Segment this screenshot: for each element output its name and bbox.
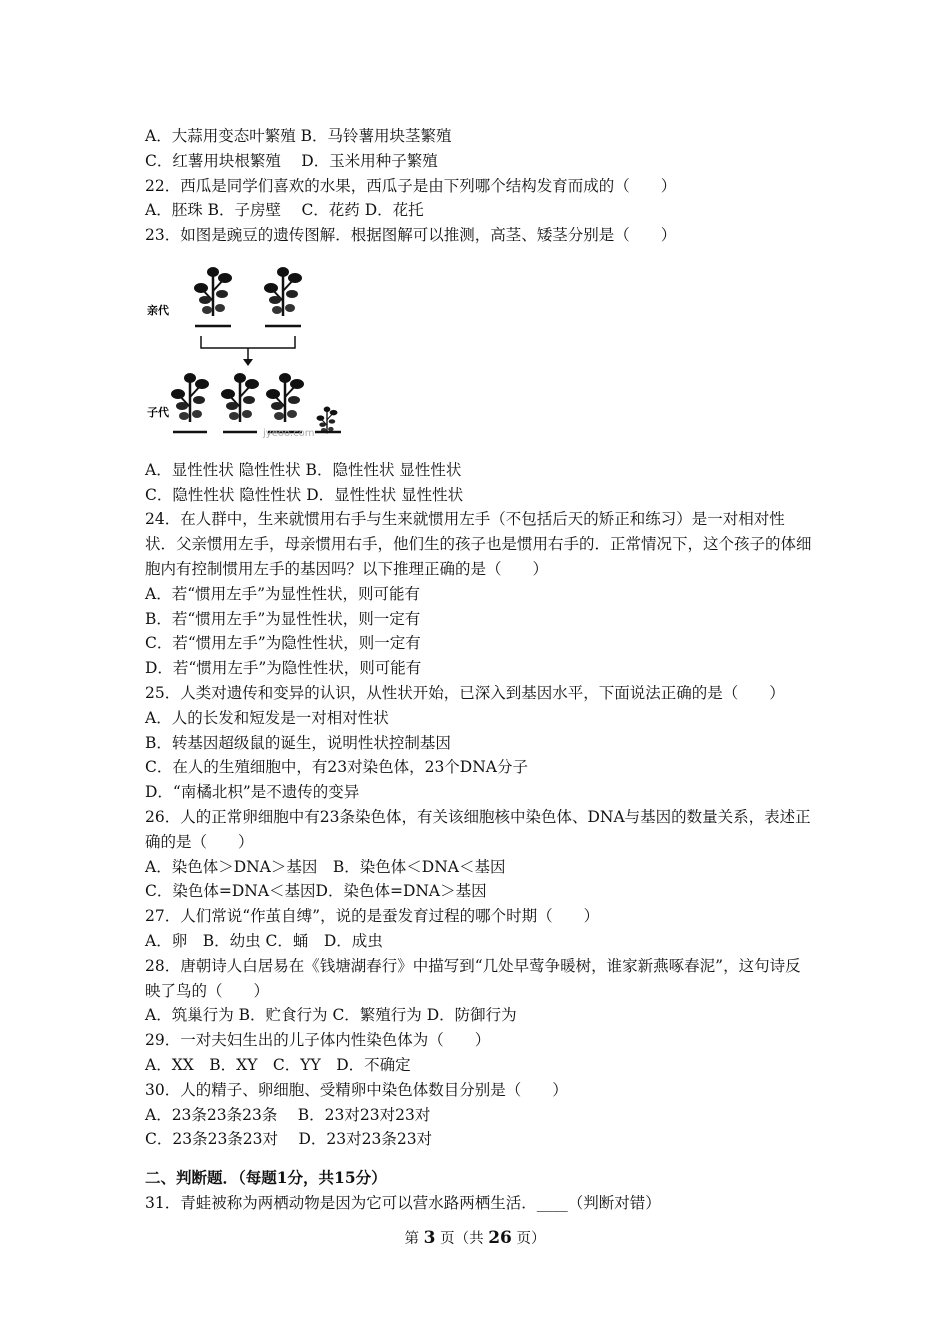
text-line: C．23条23条23对 D．23对23条23对 [145, 1130, 433, 1149]
offspring-plant-tall [266, 373, 304, 422]
question-28: 28．唐朝诗人白居易在《钱塘湖春行》中描写到“几处早莺争暖树，谁家新燕啄春泥”，这句诗反映了鸟的（ ） [145, 956, 801, 1000]
question-30: 30．人的精子、卵细胞、受精卵中染色体数目分别是（ ） [145, 1080, 568, 1099]
offspring-plant-tall [221, 373, 259, 422]
question-29: 29．一对夫妇生出的儿子体内性染色体为（ ） [145, 1031, 491, 1050]
document-body [145, 124, 815, 1216]
offspring-plant-tall [171, 373, 209, 422]
footer-mid: 页（共 [440, 1231, 484, 1247]
text-line: A．染色体＞DNA＞基因 B．染色体＜DNA＜基因 [145, 857, 506, 876]
parent-plant-tall [264, 267, 302, 316]
question-24: 24．在人群中，生来就惯用右手与生来就惯用左手（不包括后天的矫正和练习）是一对相对性状．父亲惯用左手，母亲惯用右手，他们生的孩子也是惯用右手的．正常情况下，这个孩子的体细胞内有控制惯用左手的基因吗？以下推理正确的是（ ） [145, 510, 812, 578]
page-number: 3 [423, 1228, 436, 1248]
question-22: 22．西瓜是同学们喜欢的水果，西瓜子是由下列哪个结构发育而成的（ ） [145, 176, 677, 195]
text-line: C．在人的生殖细胞中，有23对染色体，23个DNA分子 [145, 758, 528, 777]
offspring-generation-label: 子代 [147, 405, 169, 419]
text-line: A．人的长发和短发是一对相对性状 [145, 708, 389, 727]
parent-plant-tall [194, 267, 232, 316]
text-line: C．若“惯用左手”为隐性性状，则一定有 [145, 634, 421, 653]
offspring-plant-short [317, 407, 338, 434]
question-26: 26．人的正常卵细胞中有23条染色体，有关该细胞核中染色体、DNA与基因的数量关系，表述正确的是（ ） [145, 807, 811, 851]
page-total: 26 [488, 1228, 512, 1248]
text-line: A．23条23条23条 B．23对23对23对 [145, 1105, 431, 1124]
text-line: A．胚珠 B．子房壁 C．花药 D．花托 [145, 201, 424, 220]
pea-inheritance-figure [145, 256, 345, 444]
parent-generation-label: 亲代 [147, 303, 169, 317]
text-line: A．若“惯用左手”为显性性状，则可能有 [145, 584, 421, 603]
text-line: A．XX B．XY C．YY D．不确定 [145, 1055, 411, 1074]
watermark: jyeoo.com [263, 427, 315, 439]
text-line: C．红薯用块根繁殖 D．玉米用种子繁殖 [145, 151, 438, 170]
text-line: D．若“惯用左手”为隐性性状，则可能有 [145, 659, 422, 678]
text-line: C．隐性性状 隐性性状 D．显性性状 显性性状 [145, 485, 464, 504]
footer-prefix: 第 [404, 1231, 420, 1247]
text-line: D．“南橘北枳”是不遗传的变异 [145, 783, 360, 802]
question-27: 27．人们常说“作茧自缚”，说的是蚕发育过程的哪个时期（ ） [145, 907, 600, 926]
text-line: C．染色体=DNA＜基因D．染色体=DNA＞基因 [145, 882, 487, 901]
text-line: A．大蒜用变态叶繁殖 B．马铃薯用块茎繁殖 [145, 127, 452, 145]
section-heading: 二、判断题．（每题1分，共15分） [145, 1168, 387, 1188]
page-footer [0, 1227, 950, 1248]
text-line: A．显性性状 隐性性状 B．隐性性状 显性性状 [145, 460, 462, 479]
text-line: A．筑巢行为 B．贮食行为 C．繁殖行为 D．防御行为 [145, 1006, 517, 1025]
text-line: B．若“惯用左手”为显性性状，则一定有 [145, 609, 421, 628]
footer-suffix: 页） [516, 1231, 546, 1247]
question-25: 25．人类对遗传和变异的认识，从性状开始，已深入到基因水平，下面说法正确的是（ ） [145, 683, 785, 702]
text-line: A．卵 B．幼虫 C．蛹 D．成虫 [145, 931, 383, 950]
question-23: 23．如图是豌豆的遗传图解．根据图解可以推测，高茎、矮茎分别是（ ） [145, 226, 677, 245]
text-line: B．转基因超级鼠的诞生，说明性状控制基因 [145, 733, 451, 752]
question-31: 31．青蛙被称为两栖动物是因为它可以营水路两栖生活．____（判断对错） [145, 1193, 661, 1212]
